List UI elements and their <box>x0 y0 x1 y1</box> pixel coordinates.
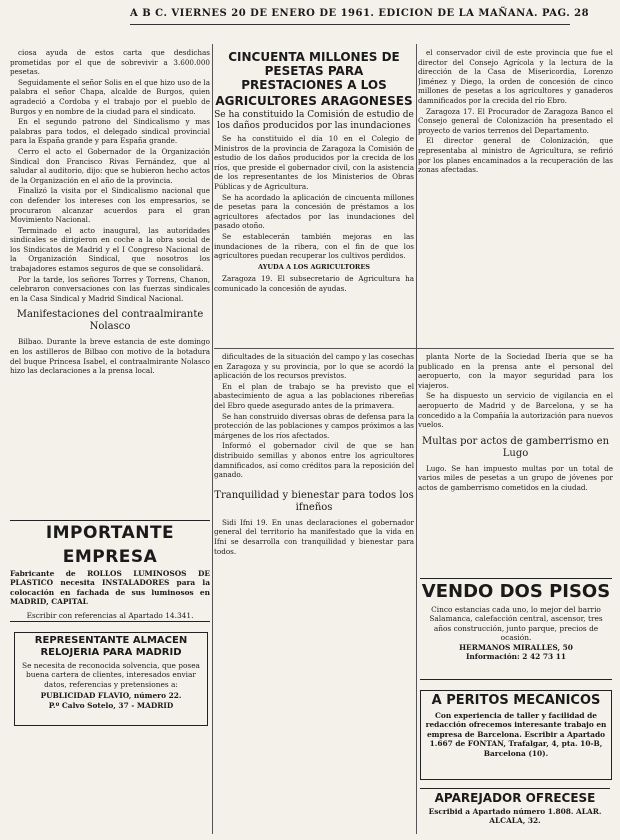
article-paragraph: ciosa ayuda de estos carta que desdichas prometidas por el que de sobrevivir a 3.600.000 pesetas. <box>10 48 210 77</box>
ad-contact: P.º Calvo Sotelo, 37 - MADRID <box>48 700 174 710</box>
ad-title: REPRESENTANTE ALMACEN <box>34 635 188 646</box>
ad-body: Con experiencia de taller y facilidad de redacción ofrecemos interesante trabajo en empresa de Barcelona. Escribir a Apartado 1.667 de FONTAN, Trafalgar, 4, pta. 10-B, Barcelona (10). <box>425 711 607 758</box>
article-subhead: AYUDA A LOS AGRICULTORES <box>258 262 370 271</box>
ad-contact: Información: 2 42 73 11 <box>465 652 567 662</box>
section-rule <box>214 348 614 349</box>
ad-contact: PUBLICIDAD FLAVIO, número 22. <box>40 691 182 701</box>
article-headline: Multas por actos de gamberrismo en Lugo <box>421 435 610 459</box>
column-2-lower <box>214 352 414 832</box>
article-paragraph: dificultades de la situación del campo y las cosechas en Zaragoza y su provincia, por lo que se acordó la aplicación de los recursos previstos. <box>214 352 414 381</box>
article-paragraph: Seguidamente el señor Solis en el que hizo uso de la palabra el señor Chapa, alcalde de Burgos, quien agradeció a Cordoba y el trabajo por el pueblo de Burgos y en nombre de la ciudad para el sindicato. <box>10 77 210 116</box>
article-paragraph: Zaragoza 19. El subsecretario de Agricultura ha comunicado la concesión de ayudas. <box>214 274 414 293</box>
ad-body: Se necesita de reconocida solvencia, que posea buena cartera de clientes, interesados enviar datos, referencias y pretensiones a: <box>22 661 200 689</box>
ad-peritos-mecanicos <box>420 690 612 780</box>
article-paragraph: Se han construido diversas obras de defensa para la protección de las poblaciones y campos próximos a las márgenes de los ríos afectados. <box>214 411 414 440</box>
article-paragraph: Finalizó la visita por el Sindicalismo nacional que con defender los intereses con los empresarios, se procuraron alcanzar acuerdos para el gran Movimiento Nacional. <box>10 186 210 225</box>
ad-title: RELOJERIA PARA MADRID <box>40 647 182 658</box>
article-paragraph: Sidi Ifni 19. En unas declaraciones el gobernador general del territorio ha manifestado que la vida en Ifni se desarrolla con tranquilidad y bienestar para todos. <box>214 517 414 556</box>
article-paragraph: Se establecerán también mejoras en las inundaciones de la ribera, con el fin de que los agricultores puedan recuperar los cultivos perdidos. <box>214 231 414 261</box>
column-3 <box>418 48 613 346</box>
article-paragraph: Se ha dispuesto un servicio de vigilancia en el aeropuerto de Madrid y de Barcelona, y se ha concedido a la Compañía la autorización para nuevos vuelos. <box>418 391 613 430</box>
article-paragraph: El director general de Colonización, que representaba al ministro de Agricultura, se refirió por los planes encaminados a la recuperación de las zonas afectadas. <box>418 136 613 175</box>
ad-aparejador <box>420 788 610 831</box>
column-rule <box>416 44 417 834</box>
ad-title: APAREJADOR OFRECESE <box>434 791 596 805</box>
article-paragraph: Por la tarde, los señores Torres y Torrens, Chanon, celebraron conversaciones con las fuerzas sindicales en la Casa Sindical y Madrid Sindical Nacional. <box>10 274 210 303</box>
column-1 <box>10 48 210 468</box>
article-paragraph: Informó el gobernador civil de que se han distribuido semillas y abonos entre los agricultores damnificados, así como créditos para la reposición del ganado. <box>214 441 414 480</box>
ad-contact: HERMANOS MIRALLES, 50 <box>459 642 573 652</box>
column-3-lower <box>418 352 613 572</box>
article-paragraph: planta Norte de la Sociedad Iberia que se ha publicado en la prensa ante el personal del aeropuerto, con la mayor seguridad para los viajeros. <box>418 352 613 390</box>
ad-title: A PERITOS MECANICOS <box>431 693 601 708</box>
article-paragraph: Bilbao. Durante la breve estancia de este domingo en los astilleros de Bilbao con motivo de la botadura del buque Princesa Isabel, el contraalmirante Nolasco hizo las declaraciones a la prensa local. <box>10 337 210 376</box>
column-2 <box>214 48 414 346</box>
ad-title: VENDO DOS PISOS <box>421 581 611 602</box>
ad-contact: Escribir con referencias al Apartado 14.341. <box>26 610 194 620</box>
article-paragraph: el conservador civil de este provincia que fue el director del Consejo Agrícola y la lectura de la dirección de la Casa de Misericordia, Lorenzo Jiménez y Diego, la orden de concesión de cinco millones de pesetas a los agricultores y ganaderos damnificados por la crecida del río Ebro. <box>418 48 613 105</box>
article-paragraph: En el segundo patrono del Sindicalismo y mas palabras para todos, el delegado sindical provincial para la España grande y para España grande. <box>10 117 210 146</box>
article-headline: CINCUENTA MILLONES DE PESETAS PARA PRESTACIONES A LOS <box>228 50 400 92</box>
ad-body: Fabricante de ROLLOS LUMINOSOS DE PLASTICO necesita INSTALADORES para la colocación en fachada de sus luminosos en MADRID, CAPITAL <box>10 569 210 607</box>
article-paragraph: Se ha acordado la aplicación de cincuenta millones de pesetas para la concesión de préstamos a los agricultores afectados por las inundaciones del pasado otoño. <box>214 192 414 231</box>
article-paragraph: Cerro el acto el Gobernador de la Organización Sindical don Francisco Rivas Fernández, que al saludar al auditorio, dijo: que se hubieron hecho actos de la Organización en el año de la provincia. <box>10 146 210 185</box>
article-paragraph: En el plan de trabajo se ha previsto que el abastecimiento de agua a las poblaciones ribereñas del Ebro quede asegurado antes de la primavera. <box>214 381 414 410</box>
ad-title: IMPORTANTE EMPRESA <box>45 523 175 567</box>
article-headline: Manifestaciones del contraalmirante Nolasco <box>16 309 204 333</box>
ad-vendo-dos-pisos <box>420 578 612 680</box>
ad-importante-empresa <box>10 520 210 622</box>
article-headline: Tranquilidad y bienestar para todos los ifneños <box>214 489 414 513</box>
ad-body: Cinco estancias cada uno, lo mejor del barrio Salamanca, calefacción central, ascensor, tres años construcción, junto parque, precios de ocasión. <box>429 605 603 643</box>
article-paragraph: Se ha constituido el día 10 en el Colegio de Ministros de la provincia de Zaragoza la Comisión de estudio de los daños producidos por la crecida de los ríos, que preside el gobernador civil, con la asistencia de los representantes de los Ministerios de Obras Públicas y de Agricultura. <box>214 134 414 191</box>
page-header: A B C. VIERNES 20 DE ENERO DE 1961. EDICION DE LA MAÑANA. PAG. 28 <box>130 8 570 25</box>
ad-body: Escribid a Apartado número 1.808. ALAR. ALCALA, 32. <box>428 807 602 826</box>
article-subheadline: Se ha constituido la Comisión de estudio de los daños producidos por las inundaciones <box>214 110 414 131</box>
article-paragraph: Terminado el acto inaugural, las autoridades sindicales se dirigieron en coche a la obra social de los Sindicatos de Madrid y el I Congreso Nacional de la Organización Sindical, que nosotros los trabajadores estamos seguros de que se consolidará. <box>10 225 210 274</box>
ad-representante-almacen <box>14 632 208 726</box>
article-paragraph: Lugo. Se han impuesto multas por un total de varios miles de pesetas a un grupo de jóvenes por actos de gamberrismo cometidos en la ciudad. <box>418 463 613 492</box>
article-headline: AGRICULTORES ARAGONESES <box>215 94 413 108</box>
column-rule <box>212 44 213 834</box>
article-paragraph: Zaragoza 17. El Procurador de Zaragoza Banco el Consejo general de Colonización ha presentado el proyecto de varios terrenos del Departamento. <box>418 106 613 135</box>
